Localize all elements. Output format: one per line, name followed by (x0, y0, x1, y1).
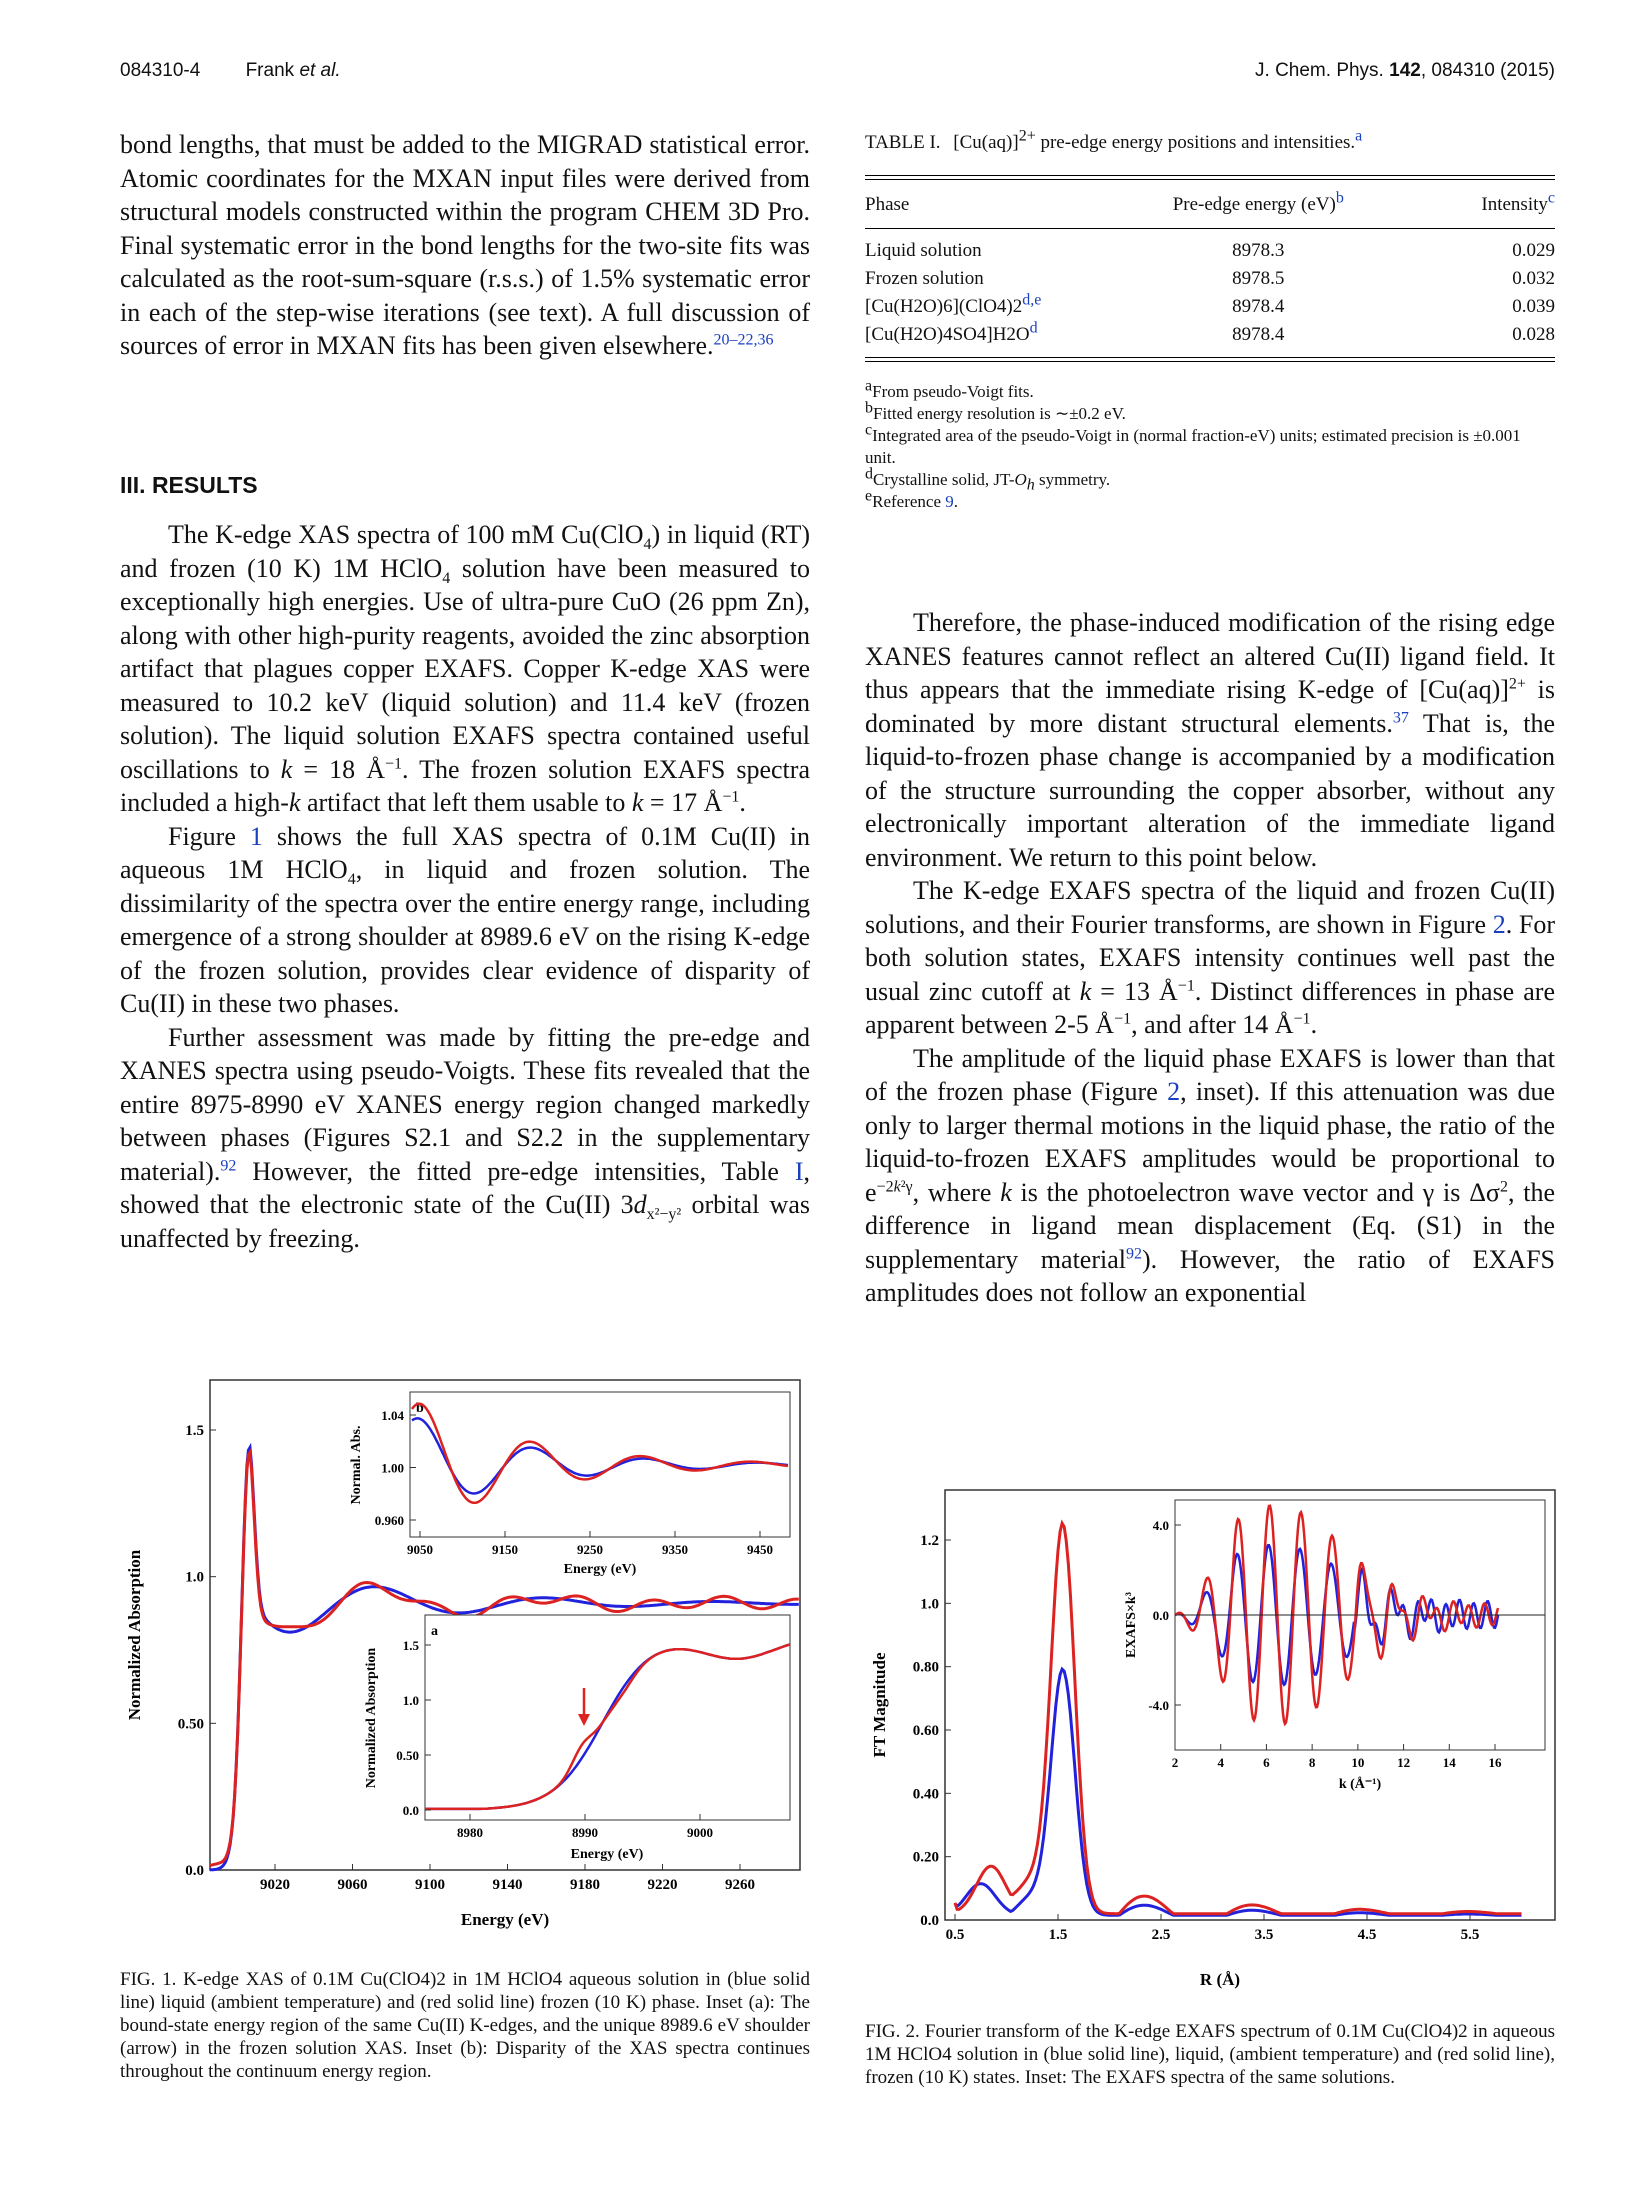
table-header-row (865, 180, 1555, 228)
text: That is, the liquid-to-frozen phase change is accompanied by a modification of the structure surrounding the copper absorber, without any electronically important alteration of the immediate ligand environment. We return to this point below. (865, 708, 1555, 872)
ref-link[interactable]: 20–22,36 (713, 331, 774, 349)
text: [Cu(aq)] (953, 132, 1019, 153)
footnote-e: $^e$Reference 9. (865, 487, 958, 511)
text: [Cu(H2O)6](ClO4)2$^{d,e}$ (865, 291, 1042, 317)
fig1-y-tick-label: 0.50 (177, 1716, 204, 1733)
fig2-x-tick-label: 5.5 (1460, 1927, 1480, 1943)
text: 0.029 (1512, 240, 1555, 261)
data-table (865, 175, 1555, 362)
section-heading: III. RESULTS (120, 472, 258, 498)
inset-x-tick-label: 12 (1397, 1755, 1411, 1770)
paragraph-results-2: Figure 1 shows the full XAS spectra of 0.1M Cu(II) in aqueous 1M HClO$_4$, in liquid and frozen solution. The dissimilarity of the spectra over the entire energy range, including emergence of a strong shoulder at 8989.6 eV on the rising K-edge of the frozen solution, provides clear evidence of disparity of Cu(II) in these two phases. (120, 821, 810, 1018)
text: [Cu(H2O)6](ClO4)2 (865, 296, 1023, 317)
inset-a-y-tick-label: 1.5 (402, 1638, 419, 1653)
running-header-right (1255, 60, 1555, 82)
table-row (865, 321, 1555, 349)
text: Crystalline solid, JT- (873, 470, 1015, 489)
journal-name: J. Chem. Phys. (1255, 60, 1384, 81)
text: is the photoelectron wave vector and γ is Δσ (1011, 1177, 1500, 1207)
fig1-y-tick-label: 1.0 (185, 1569, 204, 1586)
text: , showed that the electronic state of the Cu(II) 3 (120, 1156, 810, 1219)
figure-2-caption: FIG. 2. Fourier transform of the K-edge EXAFS spectrum of 0.1M Cu(ClO4)2 in aqueous 1M HClO4 solution in (blue solid line), liquid, (ambient temperature) and (red solid line), frozen (10 K) states. Inset: The EXAFS spectra of the same solutions. (865, 2021, 1555, 2088)
inset-a (364, 1615, 790, 1862)
text: = 13 Å (1091, 976, 1178, 1006)
text: However, the fitted pre-edge intensities, Table (236, 1156, 795, 1186)
y-axis-label: FT Magnitude (870, 1652, 889, 1758)
inset-exafs (1124, 1500, 1545, 1792)
inset-a-y-tick-label: 0.0 (402, 1803, 419, 1818)
fig2-y-tick-label: 1.0 (920, 1596, 939, 1613)
inset-a-xlabel: Energy (eV) (570, 1847, 644, 1862)
fig2-x-tick-label: 0.5 (945, 1927, 965, 1943)
text: Liquid solution (865, 240, 982, 261)
fig1-x-tick-label: 9060 (337, 1877, 368, 1893)
footnote-b: $^b$Fitted energy resolution is ∼±0.2 eV. (865, 399, 1126, 423)
fig2-x-tick-label: 3.5 (1254, 1927, 1274, 1943)
inset-y-tick-label: -4.0 (1148, 1698, 1169, 1713)
right-column-text (865, 606, 1555, 1310)
fig2-x-tick-label: 1.5 (1048, 1927, 1068, 1943)
author-etal: et al. (299, 60, 341, 81)
ref-link[interactable]: 37 (1392, 708, 1409, 726)
col-phase (865, 180, 1113, 228)
fig2-y-tick-label: 0.60 (912, 1723, 939, 1739)
text: 8978.3 (1232, 240, 1285, 261)
text: 0.032 (1512, 268, 1555, 289)
inset-x-tick-label: 4 (1217, 1755, 1224, 1770)
inset-b-y-tick-label: 1.04 (381, 1408, 404, 1423)
journal-pages: , 084310 (2015) (1420, 60, 1555, 81)
figure-link[interactable]: 1 (249, 821, 263, 851)
inset-x-tick-label: 16 (1488, 1755, 1502, 1770)
y-axis-label: Normalized Absorption (125, 1549, 144, 1721)
figure-link[interactable]: 2 (1167, 1077, 1181, 1106)
footnote-d: $^d$Crystalline solid, $JT-O_h$ symmetry. (865, 465, 1111, 494)
paragraph-results-1: The K-edge XAS spectra of 100 mM Cu(ClO$_4$) in liquid (RT) and frozen (10 K) 1M HClO$_4$ solution have been measured to exceptionally high energies. Use of ultra-pure CuO (26 ppm Zn), along with other high-purity reagents, avoided the zinc absorption artifact that plagues copper EXAFS. Copper K-edge XAS were measured to 10.2 keV (liquid solution) and 11.4 keV (frozen solution). The liquid solution EXAFS spectra contained useful oscillations to k = 18 $Å^{-1}$. The frozen solution EXAFS spectra included a high-k artifact that left them usable to k = 17 $Å^{-1}$. (120, 520, 810, 817)
paragraph-error (120, 128, 810, 363)
left-column-top (120, 128, 810, 363)
paragraph-results-3: Further assessment was made by fitting the pre-edge and XANES spectra using pseudo-Voigts. These fits revealed that the entire 8975-8990 eV XANES energy region changed markedly between phases (Figures S2.1 and S2.2 in the supplementary material).$^{92}$ However, the fitted pre-edge intensities, Table I, showed that the electronic state of the Cu(II) $3d_{x^2-y^2}$ orbital was unaffected by freezing. (120, 1022, 810, 1253)
text: The K-edge EXAFS spectra of the liquid and frozen Cu(II) solutions, and their Fourier transforms, are shown in Figure (865, 876, 1555, 939)
text: pre-edge energy positions and intensities. (1035, 132, 1356, 153)
text: , inset). If this attenuation was due only to larger thermal motions in the liquid phase, the ratio of the liquid-to-frozen EXAFS amplitudes would be proportional to e (865, 1077, 1555, 1207)
fig1-x-tick-label: 9180 (570, 1877, 600, 1893)
fig1-x-tick-label: 9220 (647, 1877, 678, 1893)
text: Therefore, the phase-induced modification of the rising edge XANES features cannot reflect an altered Cu(II) ligand field. It thus appears that the immediate rising K-edge of [Cu(aq)] (865, 608, 1555, 704)
table-row (865, 265, 1555, 293)
text: ). However, the ratio of EXAFS amplitudes does not follow an exponential (865, 1244, 1555, 1307)
inset-b-x-tick-label: 9350 (662, 1542, 688, 1557)
col-energy (1113, 180, 1403, 228)
text: Phase (865, 194, 910, 215)
figure-1-caption: FIG. 1. K-edge XAS of 0.1M Cu(ClO4)2 in 1M HClO4 aqueous solution in (blue solid line) liquid (ambient temperature) and (red solid line) frozen (10 K) phase. Inset (a): The bound-state energy region of the same Cu(II) K-edges, and the unique 8989.6 eV shoulder (arrow) in the frozen solution XAS. Inset (b): Disparity of the XAS spectra continues throughout the continuum energy region. (120, 1969, 810, 2082)
paragraph-right-1: Therefore, the phase-induced modification of the rising edge XANES features cannot reflect an altered Cu(II) ligand field. It thus appears that the immediate rising K-edge of $[Cu(aq)]^{2+}$ is dominated by more distant structural elements.$^{37}$ That is, the liquid-to-frozen phase change is accompanied by a modification of the structure surrounding the copper absorber, without any electronically important alteration of the immediate ligand environment. We return to this point below. (865, 608, 1555, 872)
paragraph-right-3: The amplitude of the liquid phase EXAFS is lower than that of the frozen phase (Figure 2, inset). If this attenuation was due only to larger thermal motions in the liquid phase, the ratio of the liquid-to-frozen EXAFS amplitudes would be proportional to $e^{-2k^2\gamma}$, where k is the photoelectron wave vector and γ is $\Delta\sigma^2$, the difference in ligand mean displacement (Eq. (S1) in the supplementary material$^{92}$). However, the ratio of EXAFS amplitudes does not follow an exponential (865, 1043, 1556, 1307)
text: The amplitude of the liquid phase EXAFS is lower than that of the frozen phase (Figure (865, 1043, 1555, 1106)
text: 8978.4 (1232, 324, 1285, 345)
text: , the difference in ligand mean displacement (Eq. (S1) in the supplementary material (865, 1177, 1556, 1274)
text: bond lengths, that must be added to the MIGRAD statistical error. Atomic coordinates for the MXAN input files were derived from structural models constructed within the program CHEM 3D Pro. Final systematic error in the bond lengths for the two-site fits was calculated as the root-sum-square (r.s.s.) of 1.5% systematic error in each of the step-wise iterations (see text). A full discussion of sources of error in MXAN fits has been given elsewhere. (120, 130, 810, 360)
inset-x-tick-label: 6 (1263, 1755, 1270, 1770)
text: . Distinct differences in phase are apparent between 2-5 Å (865, 976, 1555, 1039)
inset-a-label: a (431, 1624, 438, 1639)
text: b (1335, 189, 1344, 207)
text: . (953, 492, 958, 511)
inset-b-x-tick-label: 9250 (577, 1542, 603, 1557)
text: symmetry. (1034, 470, 1111, 489)
inset-xlabel: k (Å⁻¹) (1338, 1777, 1382, 1792)
table-footnotes (865, 377, 1555, 513)
fig2-y-tick-label: 0.40 (912, 1786, 939, 1803)
inset-y-tick-label: 0.0 (1152, 1608, 1169, 1623)
text: Figure (168, 821, 250, 851)
inset-b-ylabel: Normal. Abs. (349, 1425, 364, 1505)
text: shows the full XAS spectra of 0.1M Cu(II) in aqueous 1M HClO (120, 821, 810, 884)
fig1-x-tick-label: 9260 (725, 1877, 755, 1893)
x-axis-label: Energy (eV) (460, 1910, 550, 1929)
inset-a-y-tick-label: 1.0 (402, 1693, 419, 1708)
text: Pre-edge energy (eV) (1172, 194, 1336, 215)
text: [Cu(H2O)4SO4]H2O (865, 324, 1030, 345)
fig1-y-tick-label: 1.5 (185, 1423, 204, 1439)
fig1-y-tick-label: 0.0 (185, 1863, 204, 1879)
text: , where (912, 1177, 1001, 1207)
fig2-y-tick-label: 0.80 (912, 1659, 939, 1676)
text: Further assessment was made by fitting the pre-edge and XANES spectra using pseudo-Voigts. These fits revealed that the entire 8975-8990 eV XANES energy region changed markedly between phases (Figures S2.1 and S2.2 in the supplementary material). (120, 1022, 810, 1186)
fig2-y-tick-label: 0.20 (912, 1849, 939, 1866)
text: solution have been measured to exceptionally high energies. Use of ultra-pure CuO (26 ppm Zn), along with other high-purity reagents, avoided the zinc absorption artifact that plagues copper EXAFS. Copper K-edge XAS were measured to 10.2 keV (liquid solution) and 11.4 keV (frozen solution). The liquid solution EXAFS spectra contained useful oscillations to (120, 553, 810, 784)
fig2-y-tick-label: 1.2 (920, 1533, 939, 1549)
fig1-x-tick-label: 9100 (415, 1877, 445, 1893)
ref-link[interactable]: 92 (220, 1156, 237, 1174)
text: Fitted energy resolution is ∼±0.2 eV. (873, 404, 1126, 423)
text: = 18 Å (292, 754, 385, 784)
footnote-a: $^a$From pseudo-Voigt fits. (865, 377, 1034, 401)
footnote-marker[interactable]: a (1355, 127, 1363, 145)
inset-x-tick-label: 10 (1351, 1755, 1365, 1770)
text: c (1547, 189, 1555, 207)
inset-b-y-tick-label: 1.00 (381, 1460, 404, 1476)
running-header-left (120, 60, 341, 82)
text: 8978.4 (1232, 296, 1285, 317)
text: Integrated area of the pseudo-Voigt in (normal fraction-eV) units; estimated precision is ±0.001 unit. (865, 426, 1521, 467)
text: The K-edge XAS spectra of 100 mM Cu(ClO (168, 520, 644, 549)
inset-b-x-tick-label: 9150 (492, 1542, 518, 1557)
author: Frank (245, 60, 295, 81)
inset-b-label: b (416, 1401, 424, 1416)
table-row (865, 237, 1555, 265)
inset-a-ylabel: Normalized Absorption (364, 1647, 379, 1789)
inset-b (349, 1392, 790, 1577)
fig2-y-tick-label: 0.0 (920, 1913, 939, 1929)
inset-x-tick-label: 14 (1442, 1755, 1456, 1770)
text: , and after 14 Å (1131, 1010, 1294, 1039)
inset-a-y-tick-label: 0.50 (396, 1748, 419, 1763)
inset-y-tick-label: 4.0 (1152, 1518, 1169, 1533)
figure-1-chart (120, 1370, 810, 1950)
inset-b-xlabel: Energy (eV) (563, 1562, 637, 1577)
left-column-results (120, 518, 810, 1255)
ref-link[interactable]: 9 (945, 492, 954, 511)
figure-2-chart (865, 1480, 1565, 2000)
x-axis-label: R (Å) (1199, 1970, 1241, 1989)
fig2-x-tick-label: 2.5 (1151, 1927, 1171, 1943)
fig1-x-tick-label: 9140 (492, 1877, 523, 1893)
text: . For both solution states, EXAFS intensity continues well past the usual zinc cutoff at (865, 909, 1555, 1006)
inset-b-y-tick-label: 0.960 (374, 1513, 404, 1528)
text: = 17 Å (643, 788, 723, 817)
table-link[interactable]: I (794, 1156, 804, 1186)
text: artifact that left them usable to (300, 788, 632, 817)
inset-x-tick-label: 2 (1171, 1755, 1179, 1770)
footnote-c: $^c$Integrated area of the pseudo-Voigt in (normal fraction-eV) units; estimated precision is ±0.001 unit. (865, 421, 1521, 467)
text: is dominated by more distant structural elements. (865, 675, 1555, 738)
text: 8978.5 (1232, 268, 1285, 289)
text: 0.028 (1512, 324, 1555, 345)
text: , in liquid and frozen solution. The dissimilarity of the spectra over the entire energy range, including emergence of a strong shoulder at 8989.6 eV on the rising K-edge of the frozen solution, provides clear evidence of disparity of Cu(II) in these two phases. (120, 855, 810, 1018)
paragraph-right-2: The K-edge EXAFS spectra of the liquid and frozen Cu(II) solutions, and their Fourier transforms, are shown in Figure 2. For both solution states, EXAFS intensity continues well past the usual zinc cutoff at k = 13 $Å^{-1}$. Distinct differences in phase are apparent between 2-5 $Å^{-1}$, and after 14 $Å^{-1}$. (865, 876, 1555, 1039)
inset-a-x-tick-label: 9000 (687, 1825, 713, 1840)
fig2-x-tick-label: 4.5 (1357, 1927, 1377, 1943)
inset-ylabel: EXAFS×k³ (1124, 1592, 1139, 1658)
text: TABLE I. (865, 132, 941, 153)
text: ) in liquid (RT) and frozen (10 K) 1M HClO (120, 520, 810, 583)
inset-a-x-tick-label: 8990 (572, 1825, 598, 1840)
text: . The frozen solution EXAFS spectra included a high- (120, 754, 810, 817)
text: 0.039 (1512, 296, 1555, 317)
text: Intensity (1481, 194, 1548, 215)
text: From pseudo-Voigt fits. (872, 382, 1034, 401)
col-intensity (1403, 180, 1555, 228)
text: Frozen solution (865, 268, 984, 289)
fig1-x-tick-label: 9020 (260, 1877, 290, 1893)
page-number: 084310-4 (120, 60, 201, 81)
table-caption: TABLE I. $[Cu(aq)]^{2+}$ pre-edge energy positions and intensities.$^a$ (865, 127, 1363, 153)
inset-b-x-tick-label: 9450 (747, 1542, 773, 1557)
inset-x-tick-label: 8 (1308, 1755, 1316, 1770)
ref-link[interactable]: 92 (1125, 1244, 1142, 1262)
text: Reference (872, 492, 946, 511)
inset-b-x-tick-label: 9050 (407, 1542, 433, 1557)
text: $[Cu(H2O)4SO4]H2O^d$ (865, 319, 1038, 345)
text: orbital was unaffected by freezing. (120, 1190, 810, 1253)
inset-a-x-tick-label: 8980 (457, 1825, 483, 1840)
table-row (865, 293, 1555, 321)
figure-link[interactable]: 2 (1492, 909, 1506, 939)
journal-volume: 142 (1389, 60, 1421, 81)
